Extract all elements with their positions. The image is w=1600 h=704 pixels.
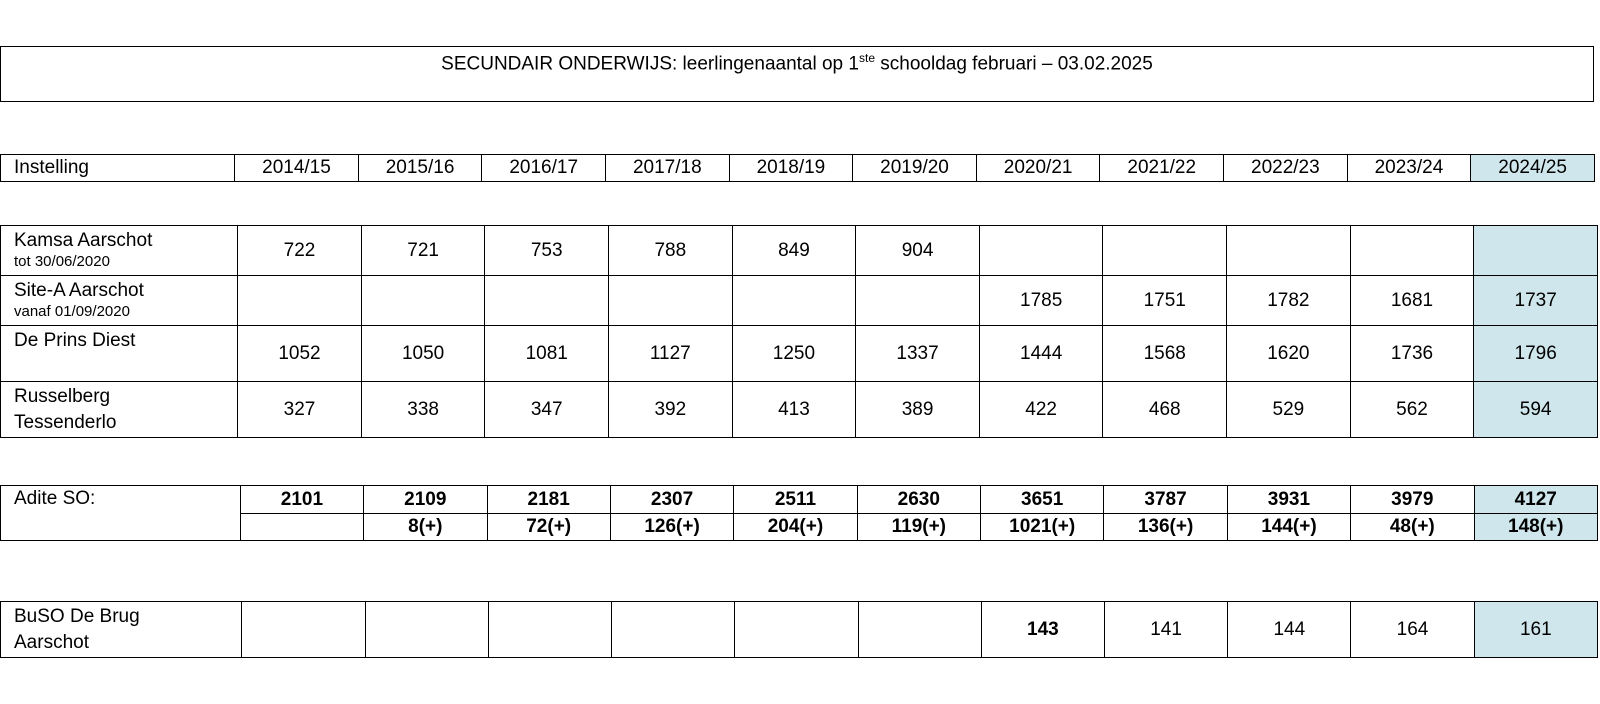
header-year: 2017/18: [606, 155, 730, 182]
title-sup: ste: [858, 51, 875, 65]
school-name: Kamsa Aarschot: [14, 230, 153, 251]
total-cell: 3979: [1351, 486, 1474, 514]
diff-cell: 48(+): [1351, 514, 1474, 541]
total-cell: 2630: [857, 486, 980, 514]
cell: 468: [1103, 382, 1227, 438]
row-label: [1, 226, 238, 276]
cell: [1227, 226, 1351, 276]
cell: 392: [609, 382, 733, 438]
diff-cell: 119(+): [857, 514, 980, 541]
cell: 327: [238, 382, 362, 438]
cell: [856, 276, 980, 326]
cell: 594: [1474, 382, 1598, 438]
total-cell: 3787: [1104, 486, 1227, 514]
cell: [1103, 226, 1227, 276]
school-name: BuSO De Brug: [14, 606, 140, 627]
cell: 422: [979, 382, 1103, 438]
header-year: 2016/17: [482, 155, 606, 182]
header-year: 2022/23: [1224, 155, 1348, 182]
total-label: Adite SO:: [1, 486, 241, 541]
cell: 1785: [979, 276, 1103, 326]
cell: 141: [1104, 602, 1227, 658]
cell: 338: [361, 382, 485, 438]
cell: [365, 602, 488, 658]
cell: 413: [732, 382, 856, 438]
totals-table: [0, 485, 1598, 541]
row-label: [1, 326, 238, 382]
cell: 849: [732, 226, 856, 276]
row-label: [1, 602, 242, 658]
cell: 1782: [1227, 276, 1351, 326]
table-row: [1, 276, 1598, 326]
header-year: 2020/21: [976, 155, 1100, 182]
schools-table: [0, 225, 1598, 438]
cell: [488, 602, 611, 658]
cell: 1796: [1474, 326, 1598, 382]
cell: 1337: [856, 326, 980, 382]
school-name: Site-A Aarschot: [14, 280, 144, 301]
total-cell: 3931: [1227, 486, 1350, 514]
title-suffix: schooldag februari – 03.02.2025: [875, 53, 1153, 75]
row-label: [1, 382, 238, 438]
cell: [732, 276, 856, 326]
cell: [1350, 226, 1474, 276]
cell: 721: [361, 226, 485, 276]
header-year: 2015/16: [358, 155, 482, 182]
diff-cell: 72(+): [487, 514, 610, 541]
cell: 1751: [1103, 276, 1227, 326]
table-row: [1, 226, 1598, 276]
school-name: De Prins Diest: [14, 330, 136, 351]
page-title: [0, 46, 1594, 102]
diff-cell: 1021(+): [981, 514, 1104, 541]
cell: [612, 602, 735, 658]
total-cell: 2181: [487, 486, 610, 514]
cell: 1052: [238, 326, 362, 382]
cell: 143: [981, 602, 1104, 658]
cell: 529: [1227, 382, 1351, 438]
total-cell: 4127: [1474, 486, 1598, 514]
cell: 904: [856, 226, 980, 276]
cell: 161: [1474, 602, 1597, 658]
cell: 144: [1228, 602, 1351, 658]
diff-cell: 144(+): [1227, 514, 1350, 541]
cell: [361, 276, 485, 326]
table-row: [1, 486, 1598, 514]
total-cell: 2307: [610, 486, 733, 514]
header-year: 2023/24: [1347, 155, 1471, 182]
cell: 1081: [485, 326, 609, 382]
diff-cell: 8(+): [364, 514, 487, 541]
cell: [485, 276, 609, 326]
cell: 1050: [361, 326, 485, 382]
header-year: 2021/22: [1100, 155, 1224, 182]
cell: 1444: [979, 326, 1103, 382]
cell: [979, 226, 1103, 276]
cell: 722: [238, 226, 362, 276]
cell: [1474, 226, 1598, 276]
cell: 1736: [1350, 326, 1474, 382]
cell: 562: [1350, 382, 1474, 438]
cell: 1620: [1227, 326, 1351, 382]
total-cell: 3651: [981, 486, 1104, 514]
school-name-line2: Aarschot: [14, 632, 89, 653]
school-name-line2: Tessenderlo: [14, 412, 117, 433]
diff-cell: 126(+): [610, 514, 733, 541]
header-label: Instelling: [1, 155, 235, 182]
cell: 347: [485, 382, 609, 438]
cell: 1250: [732, 326, 856, 382]
total-cell: 2109: [364, 486, 487, 514]
total-cell: 2101: [240, 486, 363, 514]
cell: 164: [1351, 602, 1474, 658]
header-year: 2014/15: [235, 155, 359, 182]
header-year: 2018/19: [729, 155, 853, 182]
row-label: [1, 276, 238, 326]
diff-cell: 204(+): [734, 514, 857, 541]
title-prefix: SECUNDAIR ONDERWIJS: leerlingenaantal op 1: [441, 53, 859, 75]
buso-table: [0, 601, 1598, 658]
school-note: tot 30/06/2020: [14, 253, 110, 270]
cell: 788: [609, 226, 733, 276]
total-cell: 2511: [734, 486, 857, 514]
cell: [735, 602, 858, 658]
header-year: 2019/20: [853, 155, 977, 182]
diff-cell: 148(+): [1474, 514, 1598, 541]
table-row: [1, 326, 1598, 382]
cell: 1681: [1350, 276, 1474, 326]
cell: [238, 276, 362, 326]
cell: 753: [485, 226, 609, 276]
header-year: 2024/25: [1471, 155, 1595, 182]
diff-cell: [240, 514, 363, 541]
header-table: [0, 154, 1595, 182]
table-row: [1, 514, 1598, 541]
table-row: [1, 382, 1598, 438]
cell: 389: [856, 382, 980, 438]
cell: [858, 602, 981, 658]
table-row: [1, 602, 1598, 658]
school-note: vanaf 01/09/2020: [14, 303, 130, 320]
cell: 1568: [1103, 326, 1227, 382]
diff-cell: 136(+): [1104, 514, 1227, 541]
cell: [242, 602, 365, 658]
cell: 1127: [609, 326, 733, 382]
cell: 1737: [1474, 276, 1598, 326]
cell: [609, 276, 733, 326]
school-name: Russelberg: [14, 386, 111, 407]
